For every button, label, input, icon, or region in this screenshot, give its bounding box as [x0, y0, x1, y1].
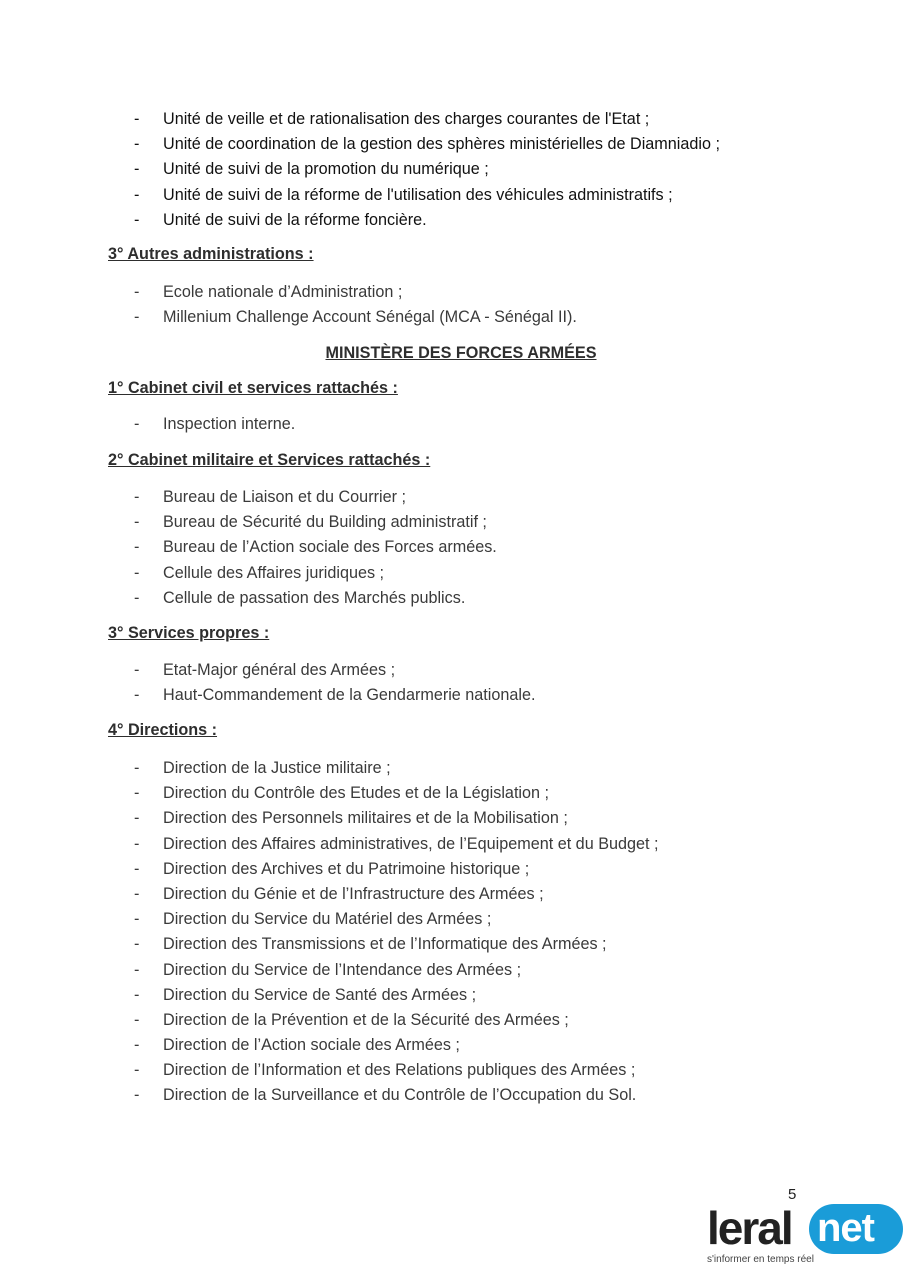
dash-bullet: -: [134, 110, 140, 128]
dash-bullet: -: [134, 1036, 140, 1055]
list-item-text: Cellule des Affaires juridiques ;: [163, 563, 385, 582]
autres-administrations-list: [0, 280, 577, 330]
heading-services-propres: 3° Services propres :: [108, 624, 270, 642]
list-item-text: Bureau de Sécurité du Building administratif ;: [163, 513, 487, 532]
dash-bullet: -: [134, 1061, 140, 1080]
dash-bullet: -: [134, 308, 140, 327]
ministry-title: MINISTÈRE DES FORCES ARMÉES: [325, 344, 597, 362]
cabinet-civil-list: [0, 412, 295, 437]
list-item: [0, 157, 720, 182]
list-item-text: Bureau de Liaison et du Courrier ;: [163, 488, 406, 506]
list-item: [0, 857, 659, 882]
dash-bullet: -: [134, 513, 140, 532]
list-item-text: Bureau de l’Action sociale des Forces armées.: [163, 538, 497, 557]
heading-cabinet-militaire: 2° Cabinet militaire et Services rattachés :: [108, 451, 431, 469]
dash-bullet: -: [134, 135, 140, 154]
leralnet-logo: [705, 1200, 905, 1270]
heading-directions: 4° Directions :: [108, 721, 218, 739]
cabinet-militaire-list: [0, 485, 497, 611]
dash-bullet: -: [134, 834, 140, 853]
list-item-text: Direction de l’Information et des Relations publiques des Armées ;: [163, 1061, 636, 1080]
list-item-text: Direction du Service de l’Intendance des Armées ;: [163, 960, 522, 979]
dash-bullet: -: [134, 884, 140, 903]
list-item: [0, 535, 497, 560]
list-item-text: Direction des Affaires administratives, de l’Equipement et du Budget ;: [163, 834, 659, 853]
heading-autres-administrations: 3° Autres administrations :: [108, 245, 314, 263]
list-item: [0, 882, 659, 907]
list-item: [0, 1008, 659, 1033]
top-list: [0, 107, 720, 233]
list-item-text: Direction des Transmissions et de l’Informatique des Armées ;: [163, 935, 607, 954]
list-item: [0, 485, 497, 510]
dash-bullet: -: [134, 784, 140, 803]
list-item: [0, 132, 720, 157]
list-item: [0, 183, 720, 208]
dash-bullet: -: [134, 1010, 140, 1029]
heading-cabinet-civil: 1° Cabinet civil et services rattachés :: [108, 379, 398, 397]
dash-bullet: -: [134, 935, 140, 954]
list-item-text: Direction de l’Action sociale des Armées ;: [163, 1036, 460, 1055]
list-item: [0, 1033, 659, 1058]
list-item: [0, 561, 497, 586]
list-item: [0, 107, 720, 132]
dash-bullet: -: [134, 759, 140, 777]
dash-bullet: -: [134, 686, 140, 705]
dash-bullet: -: [134, 160, 140, 179]
list-item-text: Direction des Archives et du Patrimoine historique ;: [163, 859, 530, 878]
dash-bullet: -: [134, 985, 140, 1004]
list-item-text: Direction du Service de Santé des Armées ;: [163, 985, 477, 1004]
list-item-text: Cellule de passation des Marchés publics.: [163, 588, 466, 607]
list-item-text: Etat-Major général des Armées ;: [163, 661, 396, 679]
list-item-text: Haut-Commandement de la Gendarmerie nationale.: [163, 686, 536, 705]
dash-bullet: -: [134, 910, 140, 929]
dash-bullet: -: [134, 661, 140, 679]
list-item-text: Direction de la Surveillance et du Contrôle de l’Occupation du Sol.: [163, 1086, 637, 1105]
list-item: [0, 983, 659, 1008]
list-item: [0, 510, 497, 535]
dash-bullet: -: [134, 185, 140, 204]
dash-bullet: -: [134, 588, 140, 607]
list-item: [0, 658, 536, 683]
list-item: [0, 412, 295, 437]
list-item: [0, 832, 659, 857]
page-number: 5: [788, 1186, 797, 1203]
logo-net-text: net: [817, 1206, 874, 1250]
dash-bullet: -: [134, 563, 140, 582]
dash-bullet: -: [134, 488, 140, 506]
list-item-text: Unité de veille et de rationalisation des charges courantes de l'Etat ;: [163, 110, 650, 128]
list-item-text: Millenium Challenge Account Sénégal (MCA - Sénégal II).: [163, 308, 577, 327]
dash-bullet: -: [134, 283, 140, 301]
list-item: [0, 907, 659, 932]
list-item: [0, 208, 720, 233]
list-item-text: Direction de la Prévention et de la Sécurité des Armées ;: [163, 1010, 569, 1029]
list-item: [0, 958, 659, 983]
list-item: [0, 781, 659, 806]
list-item: [0, 280, 577, 305]
dash-bullet: -: [134, 210, 140, 229]
list-item-text: Unité de suivi de la réforme foncière.: [163, 210, 427, 229]
logo-tagline: s'informer en temps réel: [707, 1254, 814, 1265]
dash-bullet: -: [134, 1086, 140, 1105]
list-item-text: Ecole nationale d’Administration ;: [163, 283, 403, 301]
list-item: [0, 756, 659, 781]
services-propres-list: [0, 658, 536, 708]
dash-bullet: -: [134, 415, 140, 433]
logo-word: leral: [707, 1202, 792, 1254]
list-item: [0, 305, 577, 330]
list-item-text: Direction du Génie et de l’Infrastructure des Armées ;: [163, 884, 544, 903]
list-item: [0, 1083, 659, 1108]
list-item-text: Direction des Personnels militaires et de la Mobilisation ;: [163, 809, 568, 828]
list-item-text: Inspection interne.: [163, 415, 296, 433]
dash-bullet: -: [134, 538, 140, 557]
list-item-text: Direction du Service du Matériel des Armées ;: [163, 910, 492, 929]
list-item-text: Direction de la Justice militaire ;: [163, 759, 391, 777]
list-item: [0, 932, 659, 957]
list-item: [0, 683, 536, 708]
directions-list: [0, 756, 659, 1109]
dash-bullet: -: [134, 859, 140, 878]
list-item-text: Unité de suivi de la réforme de l'utilisation des véhicules administratifs ;: [163, 185, 673, 204]
dash-bullet: -: [134, 960, 140, 979]
list-item-text: Unité de suivi de la promotion du numérique ;: [163, 160, 489, 179]
list-item: [0, 586, 497, 611]
list-item: [0, 1058, 659, 1083]
list-item-text: Direction du Contrôle des Etudes et de la Législation ;: [163, 784, 550, 803]
list-item: [0, 806, 659, 831]
dash-bullet: -: [134, 809, 140, 828]
list-item-text: Unité de coordination de la gestion des sphères ministérielles de Diamniadio ;: [163, 135, 720, 154]
